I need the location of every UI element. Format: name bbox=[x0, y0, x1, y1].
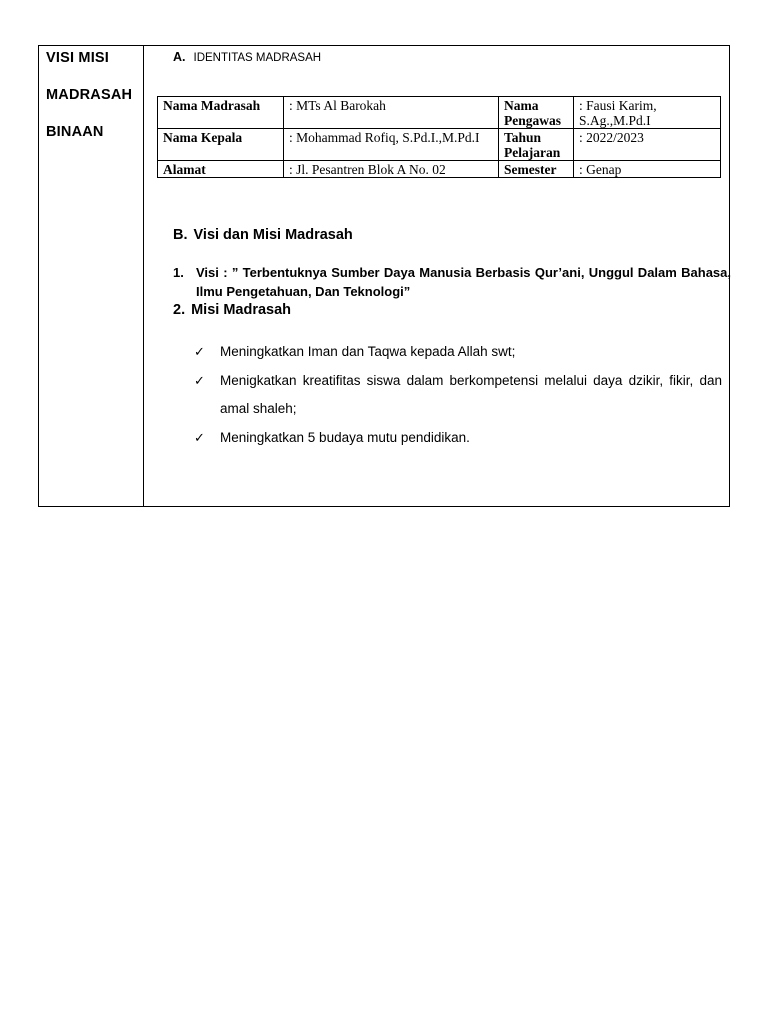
table-cell-label: Semester bbox=[499, 161, 574, 178]
left-heading-line-2: MADRASAH bbox=[46, 87, 133, 103]
table-cell-value: : Genap bbox=[574, 161, 721, 178]
left-heading-line-3: BINAAN bbox=[46, 124, 104, 140]
table-cell-label: Nama Kepala bbox=[158, 129, 284, 161]
visi-statement bbox=[173, 263, 731, 301]
list-item bbox=[194, 338, 722, 367]
misi-item-text: Meningkatkan 5 budaya mutu pendidikan. bbox=[220, 429, 470, 445]
table-cell-label: Tahun Pelajaran bbox=[499, 129, 574, 161]
table-cell-value: : 2022/2023 bbox=[574, 129, 721, 161]
section-a-title: IDENTITAS MADRASAH bbox=[193, 52, 322, 64]
visi-text: Visi : ” Terbentuknya Sumber Daya Manusia Berbasis Qur’ani, Unggul Dalam Bahasa, Ilmu Pengetahuan, Dan Teknologi” bbox=[196, 265, 731, 299]
section-b-letter: B. bbox=[173, 227, 188, 243]
content-column bbox=[144, 46, 729, 506]
misi-heading bbox=[173, 302, 291, 318]
misi-number: 2. bbox=[173, 302, 186, 318]
misi-item-text: Menigkatkan kreatifitas siswa dalam berkompetensi melalui daya dzikir, fikir, dan amal shaleh; bbox=[220, 372, 722, 416]
misi-title: Misi Madrasah bbox=[191, 302, 292, 318]
document-frame bbox=[38, 45, 730, 507]
table-cell-value: : MTs Al Barokah bbox=[284, 97, 499, 129]
list-item bbox=[194, 424, 722, 453]
section-a-heading bbox=[173, 50, 321, 65]
table-cell-value: : Mohammad Rofiq, S.Pd.I.,M.Pd.I bbox=[284, 129, 499, 161]
table-cell-label: Nama Pengawas bbox=[499, 97, 574, 129]
table-cell-label: Alamat bbox=[158, 161, 284, 178]
identity-table bbox=[157, 96, 721, 178]
section-b-heading bbox=[173, 227, 353, 243]
table-cell-value: : Fausi Karim, S.Ag.,M.Pd.I bbox=[574, 97, 721, 129]
left-heading-line-1: VISI MISI bbox=[46, 50, 110, 66]
left-heading bbox=[39, 46, 144, 506]
table-row bbox=[158, 129, 721, 161]
visi-number: 1. bbox=[173, 265, 184, 280]
section-a-letter: A. bbox=[173, 50, 186, 64]
list-item bbox=[194, 367, 722, 424]
misi-list bbox=[194, 338, 722, 452]
checkmark-icon: ✓ bbox=[194, 429, 205, 445]
checkmark-icon: ✓ bbox=[194, 344, 205, 359]
table-cell-value: : Jl. Pesantren Blok A No. 02 bbox=[284, 161, 499, 178]
table-row bbox=[158, 161, 721, 178]
section-b-title: Visi dan Misi Madrasah bbox=[193, 227, 353, 243]
table-row bbox=[158, 97, 721, 129]
misi-item-text: Meningkatkan Iman dan Taqwa kepada Allah swt; bbox=[220, 344, 516, 359]
checkmark-icon: ✓ bbox=[194, 372, 205, 388]
table-cell-label: Nama Madrasah bbox=[158, 97, 284, 129]
